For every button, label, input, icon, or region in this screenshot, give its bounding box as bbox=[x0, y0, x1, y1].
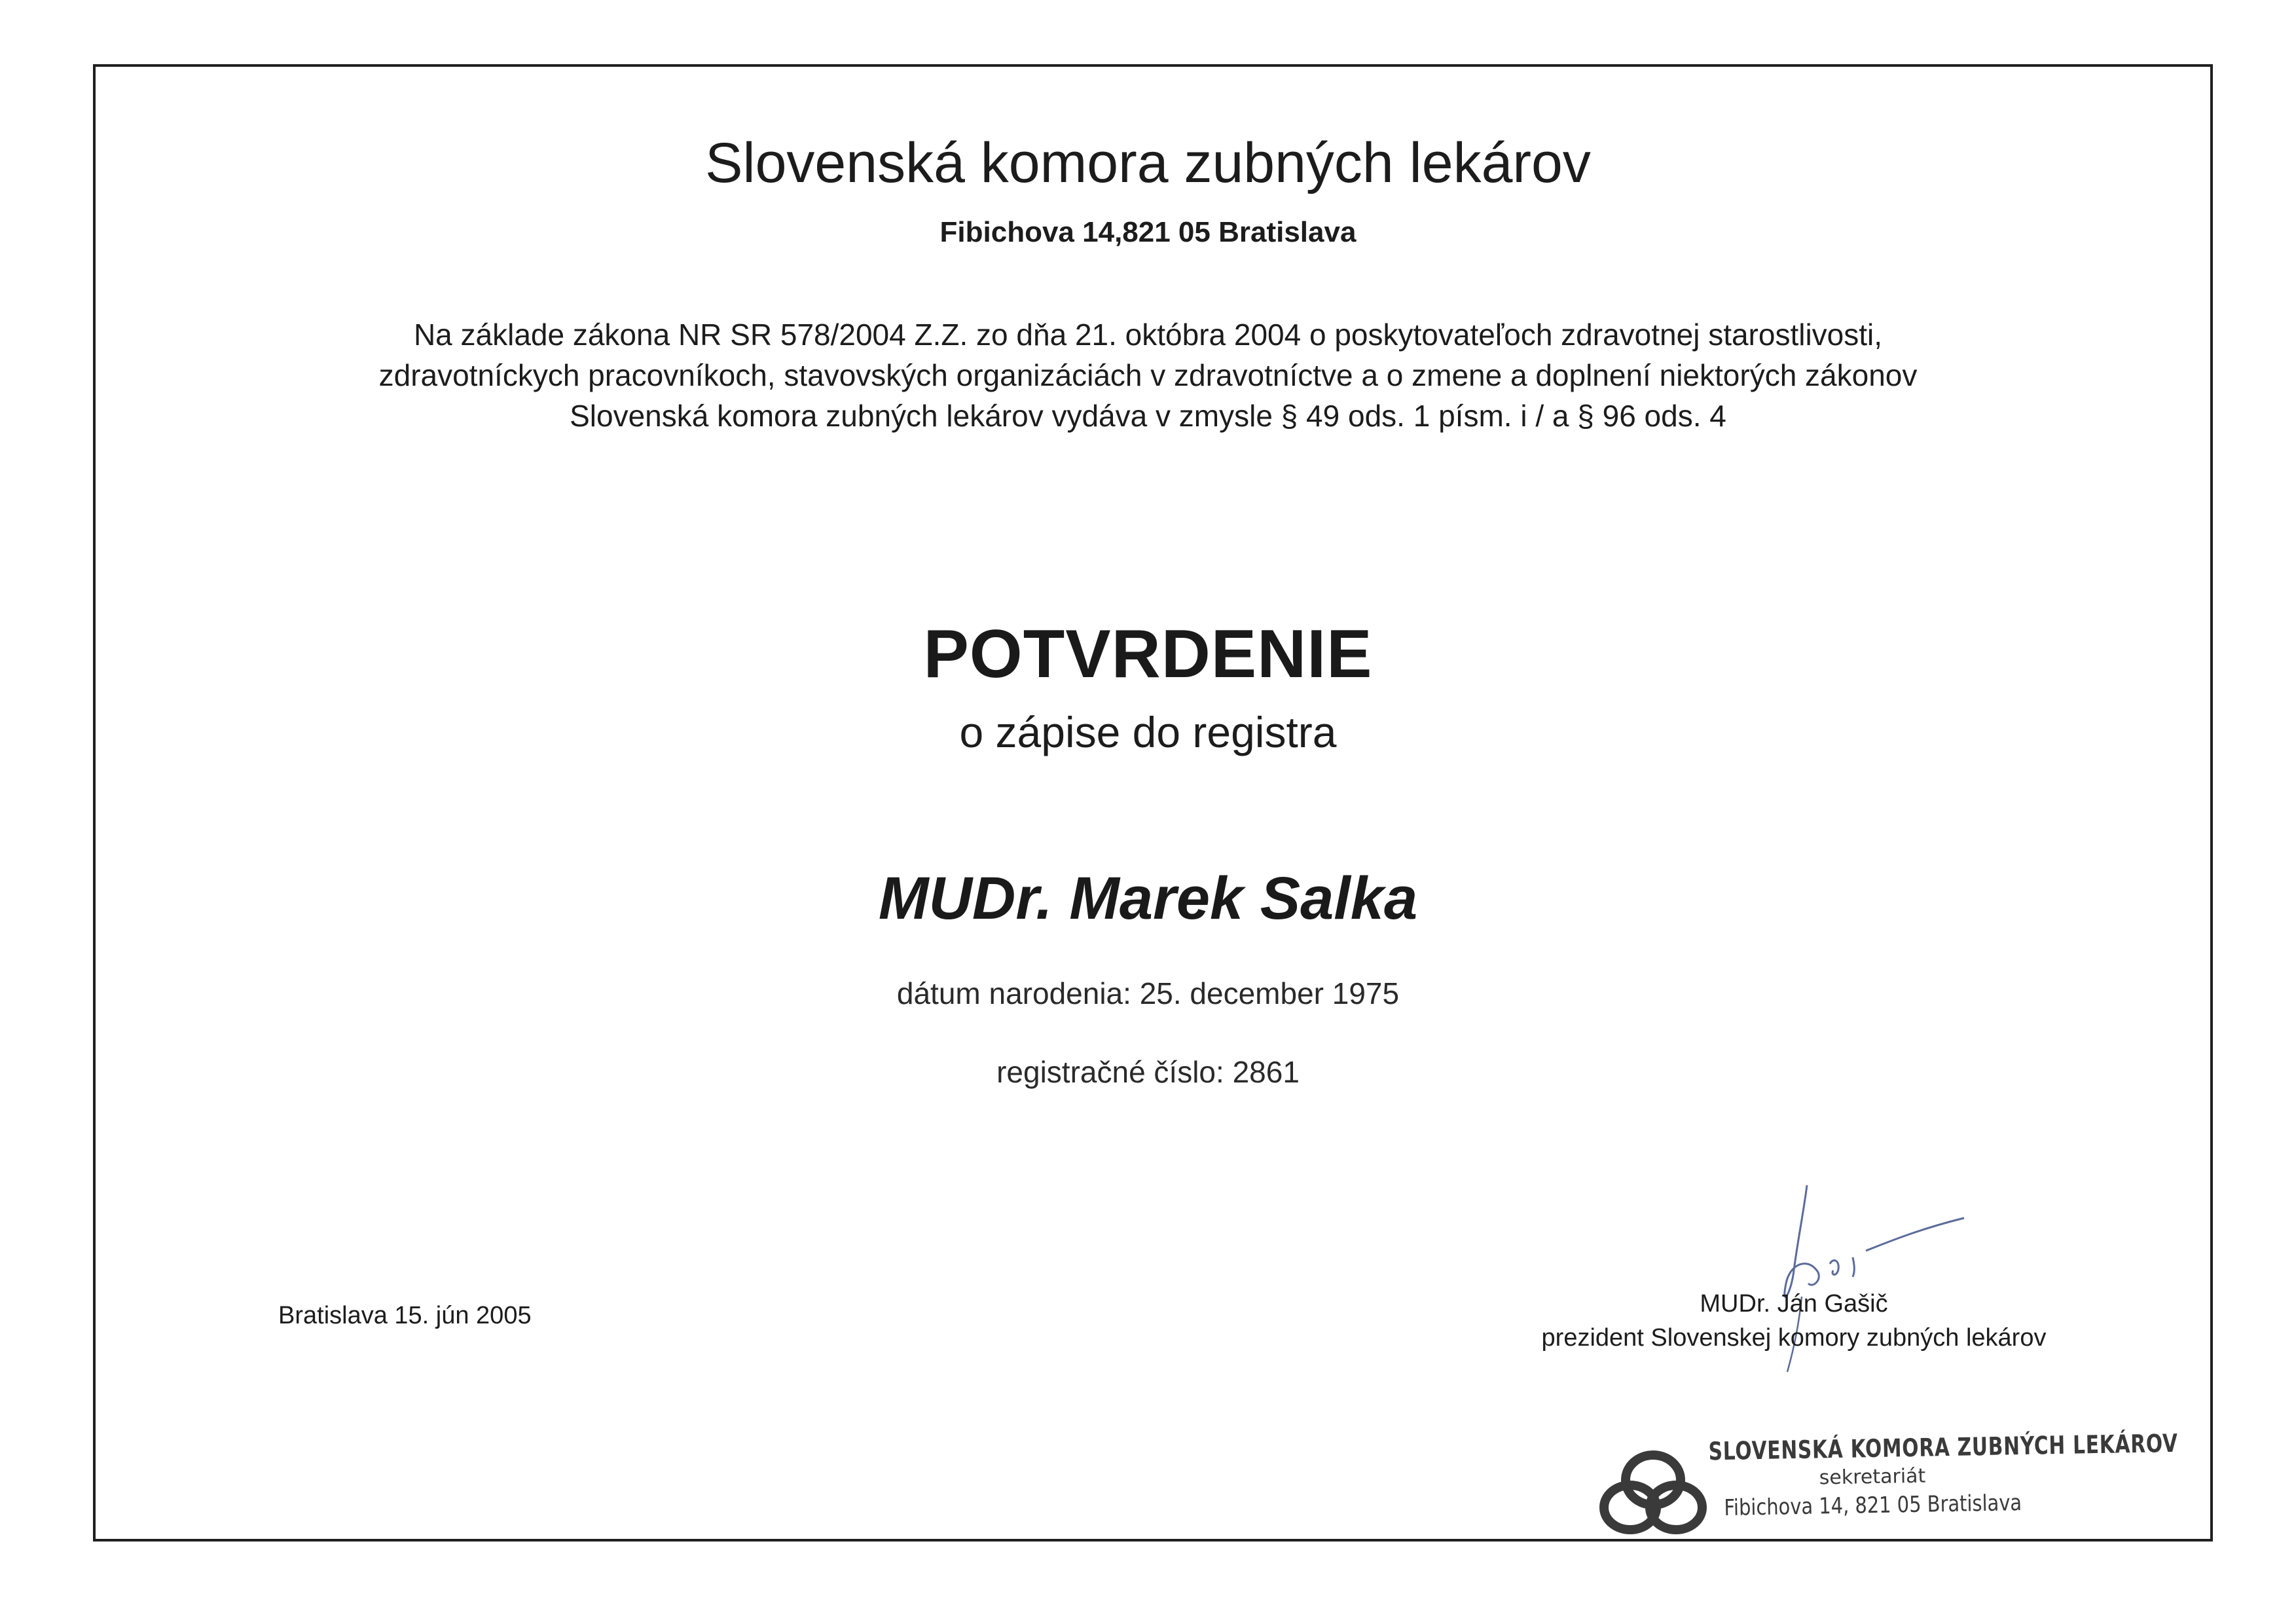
stamp-title: SLOVENSKÁ KOMORA ZUBNÝCH LEKÁROV bbox=[1708, 1428, 2179, 1466]
place-and-date: Bratislava 15. jún 2005 bbox=[278, 1302, 532, 1329]
legal-basis-text bbox=[196, 314, 2100, 436]
stamp bbox=[1688, 1428, 2179, 1522]
signatory-block bbox=[1499, 1287, 2088, 1355]
legal-line-1: Na základe zákona NR SR 578/2004 Z.Z. zo dňa 21. októbra 2004 o poskytovateľoch zdravotnej starostlivosti, bbox=[413, 318, 1883, 352]
birth-date: dátum narodenia: 25. december 1975 bbox=[896, 976, 1400, 1010]
org-name: Slovenská komora zubných lekárov bbox=[705, 132, 1591, 194]
stamp-address: Fibichova 14, 821 05 Bratislava bbox=[1724, 1490, 2022, 1521]
org-address: Fibichova 14,821 05 Bratislava bbox=[939, 216, 1357, 248]
certificate-subtitle: o zápise do registra bbox=[959, 708, 1337, 756]
stamp-subtitle: sekretariát bbox=[1819, 1464, 1926, 1490]
legal-line-2: zdravotníckych pracovníkoch, stavovských organizáciách v zdravotníctve a o zmene a doplnení niektorých zákonov bbox=[378, 358, 1918, 392]
signatory-name: MUDr. Ján Gašič bbox=[1700, 1290, 1888, 1318]
signatory-title: prezident Slovenskej komory zubných lekárov bbox=[1541, 1324, 2047, 1352]
certificate-title: POTVRDENIE bbox=[923, 616, 1373, 692]
legal-line-3: Slovenská komora zubných lekárov vydáva v zmysle § 49 ods. 1 písm. i / a § 96 ods. 4 bbox=[570, 399, 1726, 433]
person-name: MUDr. Marek Salka bbox=[878, 865, 1418, 932]
registration-number: registračné číslo: 2861 bbox=[996, 1055, 1300, 1089]
